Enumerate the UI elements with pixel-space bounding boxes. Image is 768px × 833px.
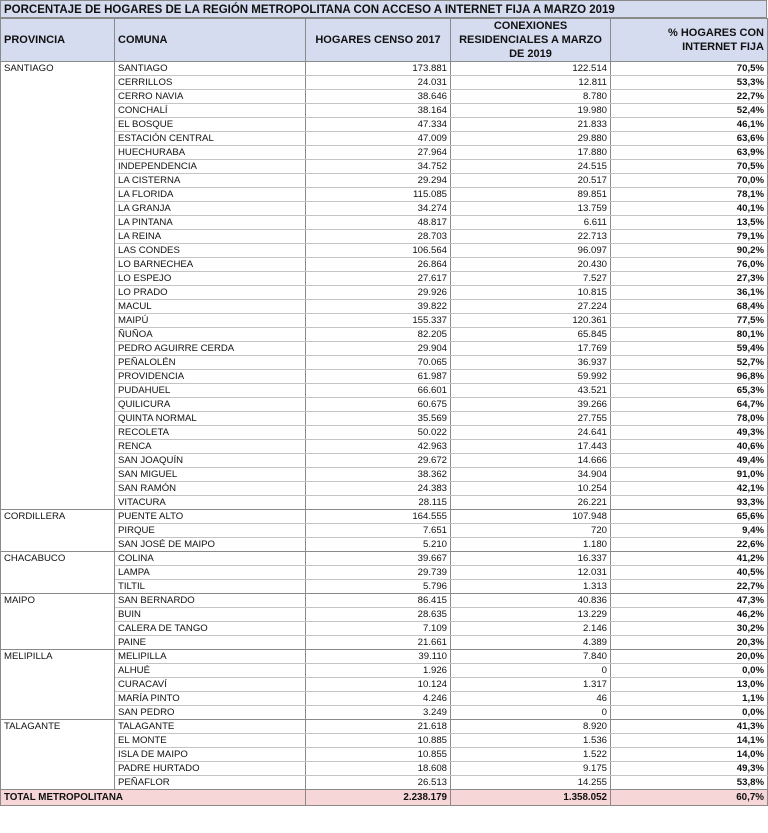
provincia-cell: CORDILLERA (1, 510, 115, 552)
header-comuna: COMUNA (115, 19, 306, 62)
conexiones-cell: 12.031 (451, 566, 611, 580)
hogares-cell: 5.796 (306, 580, 451, 594)
comuna-cell: ISLA DE MAIPO (115, 748, 306, 762)
pct-cell: 22,7% (611, 90, 768, 104)
comuna-cell: SAN RAMÓN (115, 482, 306, 496)
comuna-cell: PEÑAFLOR (115, 776, 306, 790)
hogares-cell: 173.881 (306, 62, 451, 76)
comuna-cell: PUENTE ALTO (115, 510, 306, 524)
conexiones-cell: 14.255 (451, 776, 611, 790)
hogares-cell: 61.987 (306, 370, 451, 384)
hogares-cell: 47.334 (306, 118, 451, 132)
pct-cell: 91,0% (611, 468, 768, 482)
pct-cell: 40,6% (611, 440, 768, 454)
pct-cell: 27,3% (611, 272, 768, 286)
pct-cell: 20,3% (611, 636, 768, 650)
comuna-cell: VITACURA (115, 496, 306, 510)
comuna-cell: BUIN (115, 608, 306, 622)
conexiones-cell: 46 (451, 692, 611, 706)
comuna-cell: RENCA (115, 440, 306, 454)
pct-cell: 13,5% (611, 216, 768, 230)
pct-cell: 46,2% (611, 608, 768, 622)
hogares-cell: 10.885 (306, 734, 451, 748)
conexiones-cell: 96.097 (451, 244, 611, 258)
hogares-cell: 38.164 (306, 104, 451, 118)
conexiones-cell: 1.313 (451, 580, 611, 594)
conexiones-cell: 20.517 (451, 174, 611, 188)
pct-cell: 40,5% (611, 566, 768, 580)
conexiones-cell: 24.641 (451, 426, 611, 440)
conexiones-cell: 4.389 (451, 636, 611, 650)
hogares-cell: 26.513 (306, 776, 451, 790)
hogares-cell: 29.672 (306, 454, 451, 468)
pct-cell: 80,1% (611, 328, 768, 342)
conexiones-cell: 1.536 (451, 734, 611, 748)
hogares-cell: 29.904 (306, 342, 451, 356)
pct-cell: 20,0% (611, 650, 768, 664)
hogares-cell: 28.635 (306, 608, 451, 622)
comuna-cell: MAIPÚ (115, 314, 306, 328)
pct-cell: 41,3% (611, 720, 768, 734)
header-hogares: HOGARES CENSO 2017 (306, 19, 451, 62)
comuna-cell: CERRO NAVIA (115, 90, 306, 104)
conexiones-cell: 2.146 (451, 622, 611, 636)
table-row (1, 454, 768, 468)
conexiones-cell: 8.780 (451, 90, 611, 104)
hogares-cell: 27.617 (306, 272, 451, 286)
pct-cell: 70,5% (611, 160, 768, 174)
comuna-cell: ESTACIÓN CENTRAL (115, 132, 306, 146)
hogares-cell: 60.675 (306, 398, 451, 412)
table-row (1, 538, 768, 552)
pct-cell: 42,1% (611, 482, 768, 496)
conexiones-cell: 27.224 (451, 300, 611, 314)
table-row (1, 90, 768, 104)
conexiones-cell: 120.361 (451, 314, 611, 328)
comuna-cell: LA PINTANA (115, 216, 306, 230)
comuna-cell: ALHUÉ (115, 664, 306, 678)
comuna-cell: PROVIDENCIA (115, 370, 306, 384)
pct-cell: 78,0% (611, 412, 768, 426)
hogares-cell: 164.555 (306, 510, 451, 524)
pct-cell: 52,4% (611, 104, 768, 118)
conexiones-cell: 34.904 (451, 468, 611, 482)
hogares-cell: 29.926 (306, 286, 451, 300)
comuna-cell: SAN PEDRO (115, 706, 306, 720)
conexiones-cell: 20.430 (451, 258, 611, 272)
comuna-cell: RECOLETA (115, 426, 306, 440)
table-row (1, 104, 768, 118)
conexiones-cell: 9.175 (451, 762, 611, 776)
pct-cell: 63,6% (611, 132, 768, 146)
provincia-cell: TALAGANTE (1, 720, 115, 790)
header-provincia: PROVINCIA (1, 19, 115, 62)
table-row (1, 566, 768, 580)
table-row (1, 482, 768, 496)
comuna-cell: LO ESPEJO (115, 272, 306, 286)
conexiones-cell: 8.920 (451, 720, 611, 734)
table-row (1, 636, 768, 650)
hogares-cell: 34.274 (306, 202, 451, 216)
hogares-cell: 24.383 (306, 482, 451, 496)
table-row (1, 300, 768, 314)
pct-cell: 41,2% (611, 552, 768, 566)
hogares-cell: 50.022 (306, 426, 451, 440)
table-row (1, 650, 768, 664)
hogares-cell: 7.109 (306, 622, 451, 636)
pct-cell: 14,0% (611, 748, 768, 762)
conexiones-cell: 17.443 (451, 440, 611, 454)
conexiones-cell: 65.845 (451, 328, 611, 342)
header-conexiones: CONEXIONES RESIDENCIALES A MARZO DE 2019 (451, 19, 611, 62)
comuna-cell: PAINE (115, 636, 306, 650)
comuna-cell: INDEPENDENCIA (115, 160, 306, 174)
hogares-cell: 21.661 (306, 636, 451, 650)
hogares-cell: 39.110 (306, 650, 451, 664)
pct-cell: 65,3% (611, 384, 768, 398)
pct-cell: 78,1% (611, 188, 768, 202)
comuna-cell: MARÍA PINTO (115, 692, 306, 706)
comuna-cell: SAN JOSÉ DE MAIPO (115, 538, 306, 552)
table-row (1, 608, 768, 622)
hogares-cell: 3.249 (306, 706, 451, 720)
hogares-cell: 27.964 (306, 146, 451, 160)
pct-cell: 46,1% (611, 118, 768, 132)
hogares-cell: 38.646 (306, 90, 451, 104)
hogares-cell: 21.618 (306, 720, 451, 734)
comuna-cell: PUDAHUEL (115, 384, 306, 398)
pct-cell: 53,3% (611, 76, 768, 90)
pct-cell: 14,1% (611, 734, 768, 748)
comuna-cell: LO PRADO (115, 286, 306, 300)
table-row (1, 76, 768, 90)
table-row (1, 468, 768, 482)
comuna-cell: LA REINA (115, 230, 306, 244)
conexiones-cell: 122.514 (451, 62, 611, 76)
conexiones-cell: 27.755 (451, 412, 611, 426)
comuna-cell: SAN BERNARDO (115, 594, 306, 608)
table-row (1, 160, 768, 174)
comuna-cell: PEÑALOLÉN (115, 356, 306, 370)
comuna-cell: TILTIL (115, 580, 306, 594)
conexiones-cell: 0 (451, 706, 611, 720)
table-row (1, 510, 768, 524)
pct-cell: 1,1% (611, 692, 768, 706)
comuna-cell: EL BOSQUE (115, 118, 306, 132)
total-row (1, 790, 768, 806)
pct-cell: 70,0% (611, 174, 768, 188)
comuna-cell: LA GRANJA (115, 202, 306, 216)
table-row (1, 426, 768, 440)
table-row (1, 202, 768, 216)
pct-cell: 22,6% (611, 538, 768, 552)
table-row (1, 412, 768, 426)
hogares-cell: 38.362 (306, 468, 451, 482)
conexiones-cell: 22.713 (451, 230, 611, 244)
pct-cell: 36,1% (611, 286, 768, 300)
pct-cell: 47,3% (611, 594, 768, 608)
conexiones-cell: 14.666 (451, 454, 611, 468)
table-row (1, 384, 768, 398)
pct-cell: 30,2% (611, 622, 768, 636)
conexiones-cell: 107.948 (451, 510, 611, 524)
table-row (1, 118, 768, 132)
comuna-cell: LA FLORIDA (115, 188, 306, 202)
conexiones-cell: 43.521 (451, 384, 611, 398)
table-row (1, 216, 768, 230)
hogares-cell: 4.246 (306, 692, 451, 706)
comuna-cell: SAN JOAQUÍN (115, 454, 306, 468)
table-row (1, 398, 768, 412)
hogares-cell: 10.124 (306, 678, 451, 692)
comuna-cell: PADRE HURTADO (115, 762, 306, 776)
hogares-cell: 115.085 (306, 188, 451, 202)
table-row (1, 62, 768, 76)
hogares-cell: 18.608 (306, 762, 451, 776)
table-row (1, 132, 768, 146)
pct-cell: 0,0% (611, 664, 768, 678)
table-row (1, 440, 768, 454)
table-row (1, 762, 768, 776)
hogares-cell: 106.564 (306, 244, 451, 258)
hogares-cell: 24.031 (306, 76, 451, 90)
table-row (1, 594, 768, 608)
pct-cell: 96,8% (611, 370, 768, 384)
table-row (1, 370, 768, 384)
pct-cell: 77,5% (611, 314, 768, 328)
pct-cell: 9,4% (611, 524, 768, 538)
header-row (1, 19, 768, 62)
conexiones-cell: 720 (451, 524, 611, 538)
comuna-cell: CALERA DE TANGO (115, 622, 306, 636)
comuna-cell: EL MONTE (115, 734, 306, 748)
conexiones-cell: 16.337 (451, 552, 611, 566)
comuna-cell: LO BARNECHEA (115, 258, 306, 272)
conexiones-cell: 1.317 (451, 678, 611, 692)
total-hogares: 2.238.179 (306, 790, 451, 806)
comuna-cell: QUILICURA (115, 398, 306, 412)
table-row (1, 174, 768, 188)
hogares-cell: 66.601 (306, 384, 451, 398)
provincia-cell: MAIPO (1, 594, 115, 650)
comuna-cell: SANTIAGO (115, 62, 306, 76)
comuna-cell: PEDRO AGUIRRE CERDA (115, 342, 306, 356)
hogares-cell: 28.115 (306, 496, 451, 510)
total-label: TOTAL METROPOLITANA (1, 790, 306, 806)
comuna-cell: CURACAVÍ (115, 678, 306, 692)
comuna-cell: SAN MIGUEL (115, 468, 306, 482)
conexiones-cell: 21.833 (451, 118, 611, 132)
hogares-cell: 34.752 (306, 160, 451, 174)
hogares-cell: 39.667 (306, 552, 451, 566)
pct-cell: 49,3% (611, 426, 768, 440)
table-row (1, 230, 768, 244)
header-porcentaje: % HOGARES CON INTERNET FIJA (611, 19, 768, 62)
table-row (1, 776, 768, 790)
hogares-cell: 35.569 (306, 412, 451, 426)
hogares-cell: 70.065 (306, 356, 451, 370)
conexiones-cell: 36.937 (451, 356, 611, 370)
hogares-cell: 86.415 (306, 594, 451, 608)
conexiones-cell: 89.851 (451, 188, 611, 202)
hogares-cell: 29.294 (306, 174, 451, 188)
conexiones-cell: 13.759 (451, 202, 611, 216)
pct-cell: 93,3% (611, 496, 768, 510)
hogares-cell: 5.210 (306, 538, 451, 552)
conexiones-cell: 6.611 (451, 216, 611, 230)
comuna-cell: HUECHURABA (115, 146, 306, 160)
hogares-cell: 28.703 (306, 230, 451, 244)
pct-cell: 40,1% (611, 202, 768, 216)
table-row (1, 146, 768, 160)
comuna-cell: ÑUÑOA (115, 328, 306, 342)
conexiones-cell: 19.980 (451, 104, 611, 118)
comuna-cell: CONCHALÍ (115, 104, 306, 118)
data-table (0, 18, 768, 806)
comuna-cell: QUINTA NORMAL (115, 412, 306, 426)
table-row (1, 244, 768, 258)
comuna-cell: LA CISTERNA (115, 174, 306, 188)
hogares-cell: 26.864 (306, 258, 451, 272)
table-row (1, 664, 768, 678)
hogares-cell: 29.739 (306, 566, 451, 580)
provincia-cell: CHACABUCO (1, 552, 115, 594)
hogares-cell: 82.205 (306, 328, 451, 342)
table-row (1, 188, 768, 202)
pct-cell: 70,5% (611, 62, 768, 76)
pct-cell: 63,9% (611, 146, 768, 160)
conexiones-cell: 1.180 (451, 538, 611, 552)
conexiones-cell: 7.527 (451, 272, 611, 286)
provincia-cell: SANTIAGO (1, 62, 115, 510)
conexiones-cell: 39.266 (451, 398, 611, 412)
pct-cell: 59,4% (611, 342, 768, 356)
hogares-cell: 48.817 (306, 216, 451, 230)
table-row (1, 622, 768, 636)
pct-cell: 79,1% (611, 230, 768, 244)
table-row (1, 706, 768, 720)
table-row (1, 748, 768, 762)
pct-cell: 65,6% (611, 510, 768, 524)
table-row (1, 552, 768, 566)
table-row (1, 678, 768, 692)
table-row (1, 258, 768, 272)
conexiones-cell: 26.221 (451, 496, 611, 510)
table-row (1, 720, 768, 734)
table-row (1, 692, 768, 706)
table-row (1, 314, 768, 328)
conexiones-cell: 17.769 (451, 342, 611, 356)
comuna-cell: CERRILLOS (115, 76, 306, 90)
comuna-cell: LAMPA (115, 566, 306, 580)
conexiones-cell: 7.840 (451, 650, 611, 664)
conexiones-cell: 12.811 (451, 76, 611, 90)
table-title: PORCENTAJE DE HOGARES DE LA REGIÓN METROPOLITANA CON ACCESO A INTERNET FIJA A MARZO 2019 (0, 0, 767, 18)
hogares-cell: 7.651 (306, 524, 451, 538)
conexiones-cell: 13.229 (451, 608, 611, 622)
table-row (1, 496, 768, 510)
conexiones-cell: 40.836 (451, 594, 611, 608)
conexiones-cell: 10.815 (451, 286, 611, 300)
pct-cell: 53,8% (611, 776, 768, 790)
table-row (1, 342, 768, 356)
table-row (1, 286, 768, 300)
table-row (1, 734, 768, 748)
hogares-cell: 39.822 (306, 300, 451, 314)
comuna-cell: MACUL (115, 300, 306, 314)
conexiones-cell: 1.522 (451, 748, 611, 762)
pct-cell: 76,0% (611, 258, 768, 272)
hogares-cell: 47.009 (306, 132, 451, 146)
conexiones-cell: 24.515 (451, 160, 611, 174)
table-row (1, 524, 768, 538)
pct-cell: 64,7% (611, 398, 768, 412)
comuna-cell: COLINA (115, 552, 306, 566)
conexiones-cell: 0 (451, 664, 611, 678)
table-row (1, 580, 768, 594)
hogares-cell: 10.855 (306, 748, 451, 762)
table-body (1, 62, 768, 790)
pct-cell: 13,0% (611, 678, 768, 692)
table-row (1, 356, 768, 370)
pct-cell: 68,4% (611, 300, 768, 314)
pct-cell: 49,4% (611, 454, 768, 468)
conexiones-cell: 10.254 (451, 482, 611, 496)
conexiones-cell: 17.880 (451, 146, 611, 160)
hogares-cell: 42.963 (306, 440, 451, 454)
table-row (1, 328, 768, 342)
total-conexiones: 1.358.052 (451, 790, 611, 806)
comuna-cell: MELIPILLA (115, 650, 306, 664)
conexiones-cell: 29.880 (451, 132, 611, 146)
pct-cell: 90,2% (611, 244, 768, 258)
comuna-cell: PIRQUE (115, 524, 306, 538)
pct-cell: 52,7% (611, 356, 768, 370)
table-row (1, 272, 768, 286)
pct-cell: 49,3% (611, 762, 768, 776)
comuna-cell: LAS CONDES (115, 244, 306, 258)
provincia-cell: MELIPILLA (1, 650, 115, 720)
hogares-cell: 1.926 (306, 664, 451, 678)
pct-cell: 22,7% (611, 580, 768, 594)
hogares-cell: 155.337 (306, 314, 451, 328)
conexiones-cell: 59.992 (451, 370, 611, 384)
comuna-cell: TALAGANTE (115, 720, 306, 734)
pct-cell: 0,0% (611, 706, 768, 720)
total-pct: 60,7% (611, 790, 768, 806)
